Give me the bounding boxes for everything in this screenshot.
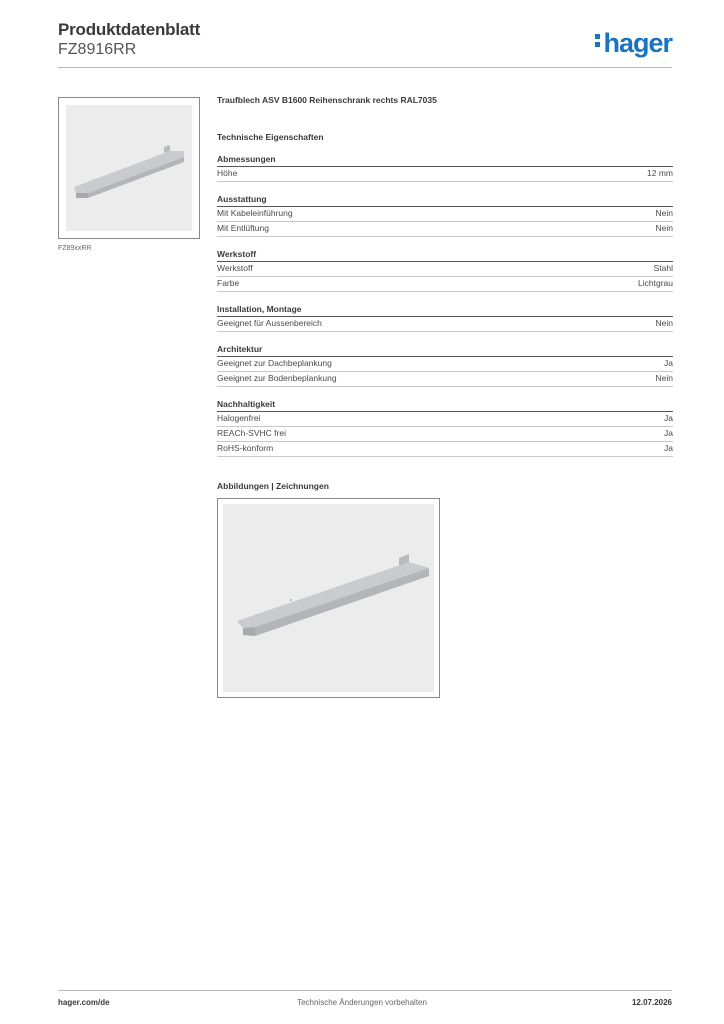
- spec-label: RoHS-konform: [217, 443, 274, 453]
- spec-value: Ja: [664, 443, 673, 453]
- header-divider: [58, 67, 672, 68]
- spec-label: Geeignet für Aussenbereich: [217, 318, 322, 328]
- figures-heading: Abbildungen | Zeichnungen: [217, 481, 329, 491]
- product-details: [217, 95, 673, 698]
- product-drawing-icon: [223, 504, 434, 692]
- hager-logo[interactable]: [595, 28, 672, 59]
- spec-label: Höhe: [217, 168, 238, 178]
- spec-value: Nein: [655, 373, 673, 383]
- spec-label: Mit Entlüftung: [217, 223, 269, 233]
- spec-row: [217, 357, 673, 372]
- spec-section-title: Abmessungen: [217, 154, 673, 167]
- spec-value: Stahl: [653, 263, 673, 273]
- spec-value: Ja: [664, 413, 673, 423]
- spec-row: [217, 412, 673, 427]
- logo-dots-icon: [595, 31, 601, 50]
- spec-section: [217, 344, 673, 387]
- footer-disclaimer: Technische Änderungen vorbehalten: [297, 998, 427, 1007]
- spec-section: [217, 154, 673, 182]
- spec-row: [217, 427, 673, 442]
- spec-section-title: Architektur: [217, 344, 673, 357]
- spec-label: Halogenfrei: [217, 413, 261, 423]
- product-figure[interactable]: [217, 498, 440, 698]
- spec-section: [217, 249, 673, 292]
- spec-value: Nein: [655, 223, 673, 233]
- product-code: FZ8916RR: [58, 41, 137, 58]
- spec-row: [217, 317, 673, 332]
- spec-value: Ja: [664, 358, 673, 368]
- spec-sections: [217, 154, 673, 457]
- spec-label: Mit Kabeleinführung: [217, 208, 293, 218]
- spec-row: [217, 442, 673, 457]
- spec-section-title: Werkstoff: [217, 249, 673, 262]
- product-image-icon: [66, 105, 192, 231]
- logo-text: hager: [603, 28, 672, 58]
- footer-date: 12.07.2026: [631, 998, 672, 1007]
- spec-row: [217, 167, 673, 182]
- spec-label: Geeignet zur Dachbeplankung: [217, 358, 332, 368]
- spec-row: [217, 277, 673, 292]
- technical-properties-heading: Technische Eigenschaften: [217, 132, 324, 142]
- footer-website-link[interactable]: hager.com/de: [58, 998, 110, 1007]
- document-title: Produktdatenblatt: [58, 20, 201, 39]
- spec-section: [217, 399, 673, 457]
- spec-row: [217, 207, 673, 222]
- spec-label: Werkstoff: [217, 263, 253, 273]
- product-title: Traufblech ASV B1600 Reihenschrank rechts RAL7035: [217, 95, 437, 105]
- spec-value: Lichtgrau: [638, 278, 673, 288]
- spec-section-title: Installation, Montage: [217, 304, 673, 317]
- spec-section-title: Nachhaltigkeit: [217, 399, 673, 412]
- page-header: [58, 20, 200, 59]
- spec-section: [217, 194, 673, 237]
- thumbnail-caption: FZ89xxRR: [58, 245, 92, 252]
- spec-value: 12 mm: [647, 168, 673, 178]
- spec-label: REACh-SVHC frei: [217, 428, 286, 438]
- spec-value: Ja: [664, 428, 673, 438]
- product-thumbnail[interactable]: [58, 97, 200, 239]
- spec-row: [217, 222, 673, 237]
- spec-row: [217, 262, 673, 277]
- spec-label: Farbe: [217, 278, 240, 288]
- spec-row: [217, 372, 673, 387]
- spec-section: [217, 304, 673, 332]
- spec-label: Geeignet zur Bodenbeplankung: [217, 373, 337, 383]
- footer-divider: [58, 990, 672, 991]
- spec-value: Nein: [655, 208, 673, 218]
- spec-value: Nein: [655, 318, 673, 328]
- spec-section-title: Ausstattung: [217, 194, 673, 207]
